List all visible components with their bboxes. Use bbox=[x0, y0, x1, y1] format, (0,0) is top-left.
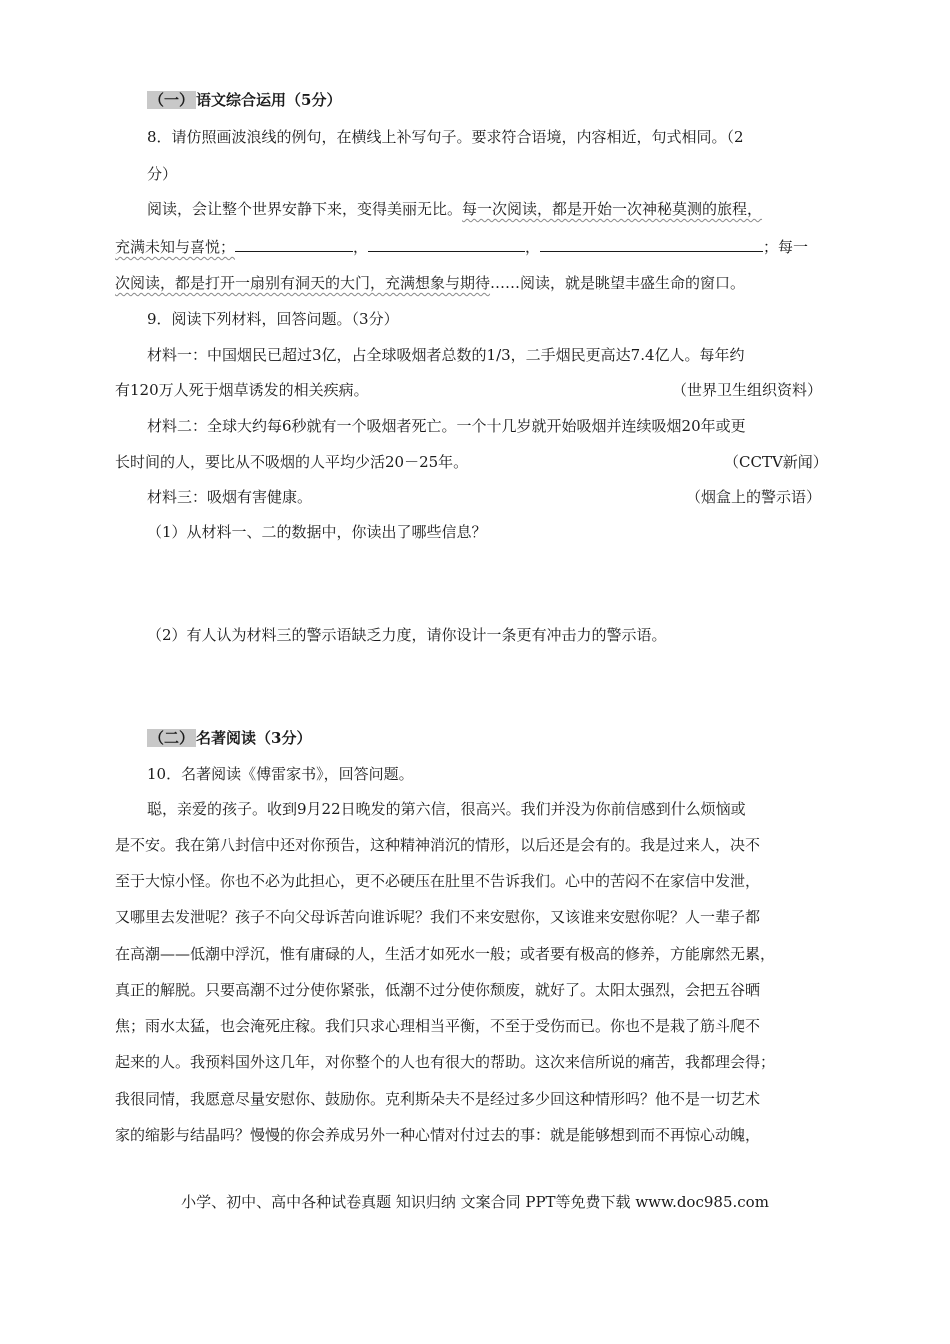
page-footer: 小学、初中、高中各种试卷真题 知识归纳 文案合同 PPT等免费下载 www.doc985.com bbox=[181, 1193, 769, 1211]
q10-passage-line: 聪，亲爱的孩子。收到9月22日晚发的第六信，很高兴。我们并没为你前信感到什么烦恼或 bbox=[147, 800, 746, 818]
section-title-1: 语文综合运用（5分） bbox=[196, 91, 342, 109]
q8-passage-text-1a: 阅读，会让整个世界安静下来，变得美丽无比。 bbox=[147, 200, 463, 218]
q8-passage-line1 bbox=[147, 199, 762, 219]
q10-passage-line: 起来的人。我预料国外这几年，对你整个的人也有很大的帮助。这次来信所说的痛苦，我都理会得； bbox=[115, 1053, 776, 1071]
section-tag-1: （一） bbox=[149, 91, 195, 109]
answer-blank-1[interactable] bbox=[235, 237, 353, 252]
q9-material2-line2: 长时间的人，要比从不吸烟的人平均少活20－25年。 bbox=[115, 453, 469, 471]
q10-passage-line: 家的缩影与结晶吗？慢慢的你会养成另外一种心情对付过去的事：就是能够想到而不再惊心动魄， bbox=[115, 1126, 761, 1144]
section-title-2: 名著阅读（3分） bbox=[196, 729, 312, 747]
sep-2: ， bbox=[525, 238, 541, 256]
q8-passage-text-3b: ……阅读，就是眺望丰盛生命的窗口。 bbox=[490, 274, 746, 292]
q8-prompt-line1: 8．请仿照画波浪线的例句，在横线上补写句子。要求符合语境，内容相近，句式相同。（2 bbox=[147, 128, 744, 146]
q8-passage-text-2a: 充满未知与喜悦； bbox=[115, 238, 236, 256]
q9-material2-source: （CCTV新闻） bbox=[724, 453, 828, 471]
q9-material1-source: （世界卫生组织资料） bbox=[672, 381, 823, 399]
q9-material2-line1: 材料二：全球大约每6秒就有一个吸烟者死亡。一个十几岁就开始吸烟并连续吸烟20年或更 bbox=[147, 417, 746, 435]
section-heading-2 bbox=[147, 728, 311, 748]
answer-blank-2[interactable] bbox=[368, 237, 525, 252]
sep-1: ， bbox=[353, 238, 369, 256]
q10-passage-line: 在高潮——低潮中浮沉，惟有庸碌的人，生活才如死水一般；或者要有极高的修养，方能廓然无累， bbox=[115, 945, 776, 963]
q9-material3-source: （烟盒上的警示语） bbox=[686, 488, 822, 506]
q9-subquestion-1: （1）从材料一、二的数据中，你读出了哪些信息？ bbox=[147, 523, 487, 541]
q9-subquestion-2: （2）有人认为材料三的警示语缺乏力度，请你设计一条更有冲击力的警示语。 bbox=[147, 626, 667, 644]
q9-material1-line2: 有120万人死于烟草诱发的相关疾病。 bbox=[115, 381, 369, 399]
q10-prompt: 10．名著阅读《傅雷家书》，回答问题。 bbox=[147, 765, 414, 783]
q8-passage-text-3a: 次阅读，都是打开一扇别有洞天的大门，充满想象与期待 bbox=[115, 274, 491, 292]
q10-passage-line: 是不安。我在第八封信中还对你预告，这种精神消沉的情形，以后还是会有的。我是过来人，决不 bbox=[115, 836, 761, 854]
q9-material1-line1: 材料一：中国烟民已超过3亿，占全球吸烟者总数的1/3，二手烟民更高达7.4亿人。每年约 bbox=[147, 346, 745, 364]
section-tag-2: （二） bbox=[149, 729, 195, 747]
answer-blank-3[interactable] bbox=[540, 237, 763, 252]
q10-passage-line: 真正的解脱。只要高潮不过分使你紧张，低潮不过分使你颓废，就好了。太阳太强烈，会把五谷晒 bbox=[115, 981, 761, 999]
q10-passage-line: 焦；雨水太猛，也会淹死庄稼。我们只求心理相当平衡，不至于受伤而已。你也不是栽了筋斗爬不 bbox=[115, 1017, 761, 1035]
section-heading-1 bbox=[147, 90, 341, 110]
q9-material3: 材料三：吸烟有害健康。 bbox=[147, 488, 313, 506]
q9-prompt: 9．阅读下列材料，回答问题。（3分） bbox=[147, 310, 399, 328]
q10-passage-line: 又哪里去发泄呢？孩子不向父母诉苦向谁诉呢？我们不来安慰你，又该谁来安慰你呢？人一辈子都 bbox=[115, 908, 761, 926]
q8-passage-line3 bbox=[115, 273, 745, 293]
q8-passage-text-2-end: ；每一 bbox=[763, 238, 809, 256]
q10-passage-line: 至于大惊小怪。你也不必为此担心，更不必硬压在肚里不告诉我们。心中的苦闷不在家信中发泄， bbox=[115, 872, 761, 890]
q8-passage-line2 bbox=[115, 237, 840, 257]
q8-prompt-line2: 分） bbox=[147, 165, 178, 183]
q8-example-sentence: 每一次阅读，都是开始一次神秘莫测的旅程， bbox=[462, 200, 763, 218]
q10-passage-line: 我很同情，我愿意尽量安慰你、鼓励你。克利斯朵夫不是经过多少回这种情形吗？他不是一切艺术 bbox=[115, 1090, 761, 1108]
